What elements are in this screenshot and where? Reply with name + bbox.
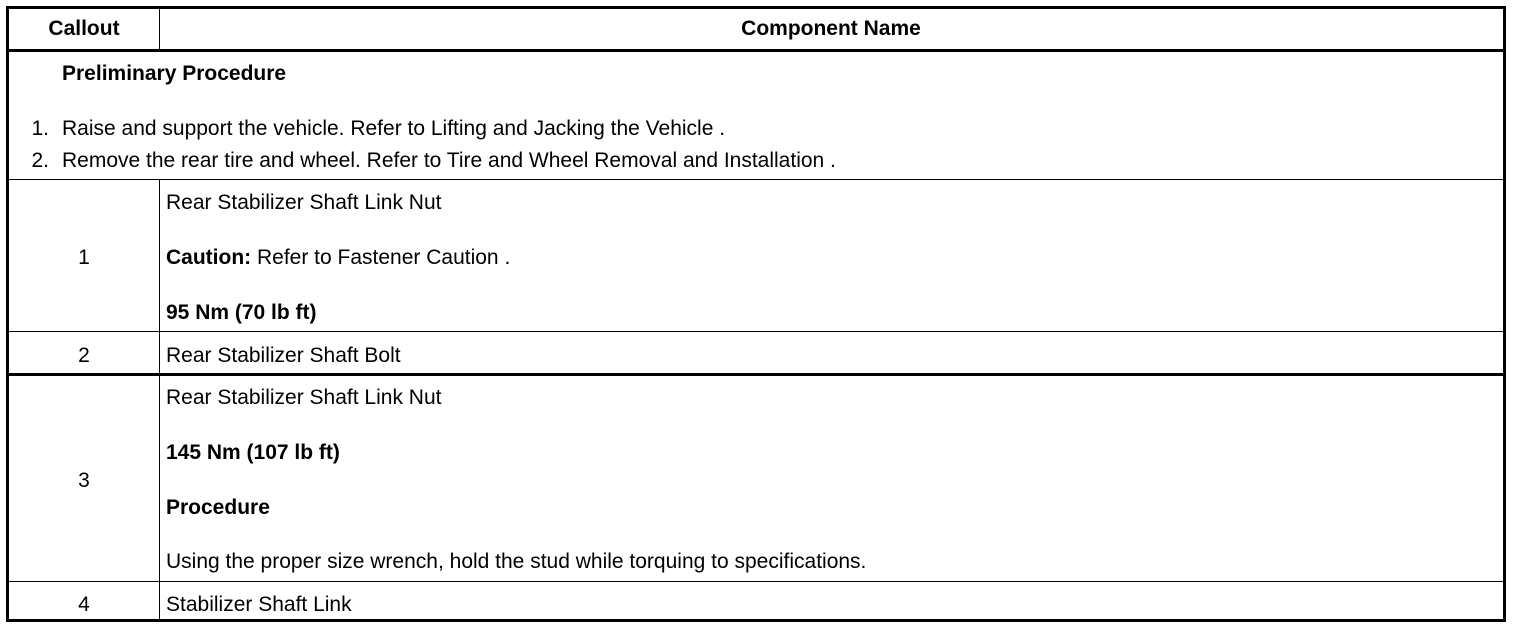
component-name-2: Rear Stabilizer Shaft Bolt bbox=[166, 344, 401, 367]
header-divider bbox=[9, 49, 1503, 52]
step-number-2: 2. bbox=[31, 149, 49, 172]
header-callout: Callout bbox=[48, 17, 120, 40]
row-divider-preliminary bbox=[9, 179, 1503, 180]
torque-1: 95 Nm (70 lb ft) bbox=[166, 301, 317, 324]
caution-label: Caution: bbox=[166, 246, 252, 269]
procedure-label: Procedure bbox=[166, 496, 270, 519]
step-number-1: 1. bbox=[31, 117, 49, 140]
callout-4: 4 bbox=[78, 593, 90, 616]
row-divider-1 bbox=[9, 331, 1503, 332]
row-divider-3 bbox=[9, 581, 1503, 582]
body-column-divider bbox=[159, 179, 160, 619]
preliminary-title: Preliminary Procedure bbox=[62, 62, 287, 85]
component-name-3: Rear Stabilizer Shaft Link Nut bbox=[166, 386, 442, 409]
header-component-name: Component Name bbox=[741, 17, 921, 40]
callout-3: 3 bbox=[78, 469, 90, 492]
component-table bbox=[6, 6, 1506, 622]
row-divider-2 bbox=[9, 373, 1503, 376]
procedure-text: Using the proper size wrench, hold the stud while torquing to specifications. bbox=[166, 550, 867, 573]
step-text-2: Remove the rear tire and wheel. Refer to Tire and Wheel Removal and Installation . bbox=[62, 149, 836, 172]
callout-1: 1 bbox=[78, 246, 90, 269]
component-name-4: Stabilizer Shaft Link bbox=[166, 593, 352, 616]
torque-3: 145 Nm (107 lb ft) bbox=[166, 441, 340, 464]
callout-2: 2 bbox=[78, 344, 90, 367]
caution-line-1 bbox=[166, 246, 510, 270]
header-column-divider bbox=[159, 9, 160, 50]
component-name-1: Rear Stabilizer Shaft Link Nut bbox=[166, 191, 442, 214]
step-text-1: Raise and support the vehicle. Refer to Lifting and Jacking the Vehicle . bbox=[62, 117, 726, 140]
caution-text: Refer to Fastener Caution . bbox=[251, 246, 511, 269]
